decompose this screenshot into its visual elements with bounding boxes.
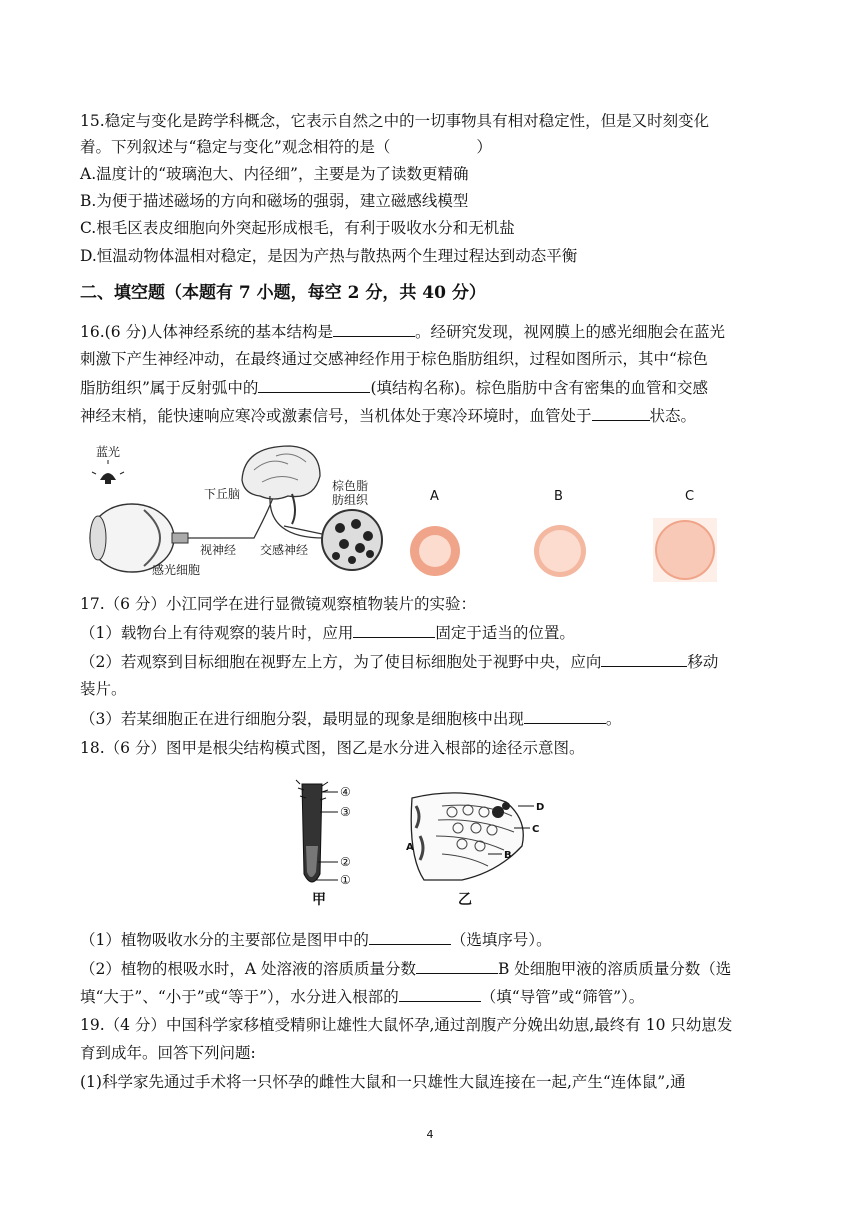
q16-text-4a: 神经末梢，能快速响应寒冷或激素信号，当机体处于寒冷环境时，血管处于 — [80, 407, 592, 425]
q16-text-3a: 脂肪组织”属于反射弧中的 — [80, 379, 259, 397]
section-label-b: B — [504, 850, 512, 861]
section-heading: 二、填空题（本题有 7 小题，每空 2 分，共 40 分） — [80, 283, 486, 303]
q17-text-3a: （3）若某细胞正在进行细胞分裂，最明显的现象是细胞核中出现 — [80, 710, 524, 728]
vessel-a-icon — [410, 526, 460, 576]
vessel-label-b: B — [554, 489, 563, 504]
q18-sub2 — [80, 957, 731, 980]
q18-root-figure — [292, 776, 562, 908]
brown-fat-label-2: 肪组织 — [332, 493, 369, 507]
vessel-label-a: A — [430, 489, 439, 504]
photoreceptor-label: 感光细胞 — [152, 563, 201, 577]
q15-stem-line1: 15.稳定与变化是跨学科概念，它表示自然之中的一切事物具有相对稳定性，但是又时刻变化 — [80, 112, 710, 130]
q17-sub2 — [80, 650, 718, 673]
q17-line1: 17.（6 分）小江同学在进行显微镜观察植物装片的实验： — [80, 595, 476, 613]
blue-light-label: 蓝光 — [96, 445, 121, 459]
q16-blank-2 — [258, 376, 370, 393]
q17-sub2-cont: 装片。 — [80, 680, 127, 698]
q16-blank-1 — [333, 320, 415, 337]
q19-line3: (1)科学家先通过手术将一只怀孕的雌性大鼠和一只雄性大鼠连接在一起,产生“连体鼠”,通 — [80, 1073, 686, 1091]
q15-stem-close: ） — [476, 138, 492, 156]
vessel-b-icon — [534, 525, 586, 577]
q19-line2: 育到成年。回答下列问题: — [80, 1044, 256, 1062]
q17-blank-2 — [601, 650, 687, 667]
q16-line3 — [80, 376, 708, 399]
q18-text-1b: （选填序号）。 — [450, 931, 552, 949]
q15-option-c: C.根毛区表皮细胞向外突起形成根毛，有利于吸收水分和无机盐 — [80, 219, 515, 237]
q17-blank-1 — [353, 621, 435, 638]
q17-text-2a: （2）若观察到目标细胞在视野左上方，为了使目标细胞处于视野中央，应向 — [80, 653, 602, 671]
q17-text-2b: 移动 — [687, 653, 719, 671]
q17-text-3b: 。 — [605, 710, 622, 728]
q18-text-2a: （2）植物的根吸水时，A 处溶液的溶质质量分数 — [80, 960, 416, 978]
q15-option-d: D.恒温动物体温相对稳定，是因为产热与散热两个生理过程达到动态平衡 — [80, 247, 578, 265]
eye-icon — [90, 504, 188, 572]
brown-fat-tissue-icon — [322, 510, 382, 570]
q17-text-1a: （1）载物台上有待观察的装片时，应用 — [80, 624, 354, 642]
q18-blank-1 — [369, 928, 451, 945]
root-label-1: ① — [340, 873, 351, 887]
brown-fat-label-1: 棕色脂 — [332, 479, 369, 493]
q16-text-1a: 16.(6 分)人体神经系统的基本结构是 — [80, 323, 334, 341]
root-label-3: ③ — [340, 805, 351, 819]
vessel-label-c: C — [685, 489, 695, 504]
sympathetic-nerve-label: 交感神经 — [260, 543, 309, 557]
sympathetic-nerve-line — [270, 496, 324, 538]
brain-icon — [242, 446, 320, 524]
figure-jia-label: 甲 — [312, 892, 326, 908]
section-label-c: C — [532, 824, 540, 835]
q18-sub1 — [80, 928, 552, 951]
section-label-a: A — [406, 842, 414, 853]
q16-line1 — [80, 320, 725, 343]
q15-stem-line2 — [80, 136, 492, 158]
section-label-d: D — [536, 802, 545, 813]
q17-sub3 — [80, 707, 621, 730]
vessel-c-icon — [655, 520, 715, 580]
q18-text-3a: 填“大于”、“小于”或“等于”），水分进入根部的 — [80, 988, 399, 1006]
q18-text-3b: （填“导管”或“筛管”）。 — [480, 988, 645, 1006]
figure-yi-label: 乙 — [458, 892, 472, 908]
root-cross-section-icon — [411, 793, 523, 880]
q15-stem-text: 着。下列叙述与“稳定与变化”观念相符的是（ — [80, 138, 391, 156]
q16-line4 — [80, 404, 696, 427]
q15-option-b: B.为便于描述磁场的方向和磁场的强弱，建立磁感线模型 — [80, 192, 469, 210]
root-label-4: ④ — [340, 785, 351, 799]
q15-option-a: A.温度计的“玻璃泡大、内径细”，主要是为了读数更精确 — [80, 165, 469, 183]
q18-blank-2 — [416, 957, 498, 974]
hypothalamus-label: 下丘脑 — [204, 487, 241, 501]
q17-text-1b: 固定于适当的位置。 — [435, 624, 575, 642]
q16-blank-3 — [592, 404, 650, 421]
root-tip-icon — [296, 780, 328, 882]
q18-sub2-cont — [80, 985, 644, 1008]
root-label-2: ② — [340, 855, 351, 869]
q18-line1: 18.（6 分）图甲是根尖结构模式图，图乙是水分进入根部的途径示意图。 — [80, 739, 585, 757]
q19-line1: 19.（4 分）中国科学家移植受精卵让雄性大鼠怀孕,通过剖腹产分娩出幼崽,最终有 10 只幼崽发 — [80, 1016, 733, 1034]
q16-neural-pathway-figure — [84, 440, 764, 582]
optic-nerve-label: 视神经 — [200, 543, 237, 557]
page-number: 4 — [426, 1128, 434, 1141]
q18-text-1a: （1）植物吸收水分的主要部位是图甲中的 — [80, 931, 369, 949]
q17-sub1 — [80, 621, 575, 644]
q16-text-3b: (填结构名称)。棕色脂肪中含有密集的血管和交感 — [370, 379, 709, 397]
q16-text-1b: 。经研究发现，视网膜上的感光细胞会在蓝光 — [415, 323, 726, 341]
nerve-branch — [284, 526, 322, 534]
q18-text-2b: B 处细胞甲液的溶质质量分数（选 — [497, 960, 732, 978]
q17-blank-3 — [524, 707, 606, 724]
q18-blank-3 — [399, 985, 481, 1002]
q16-text-4b: 状态。 — [649, 407, 697, 425]
lamp-icon — [92, 460, 124, 484]
q16-line2: 刺激下产生神经冲动，在最终通过交感神经作用于棕色脂肪组织，过程如图所示，其中“棕色 — [80, 350, 708, 368]
